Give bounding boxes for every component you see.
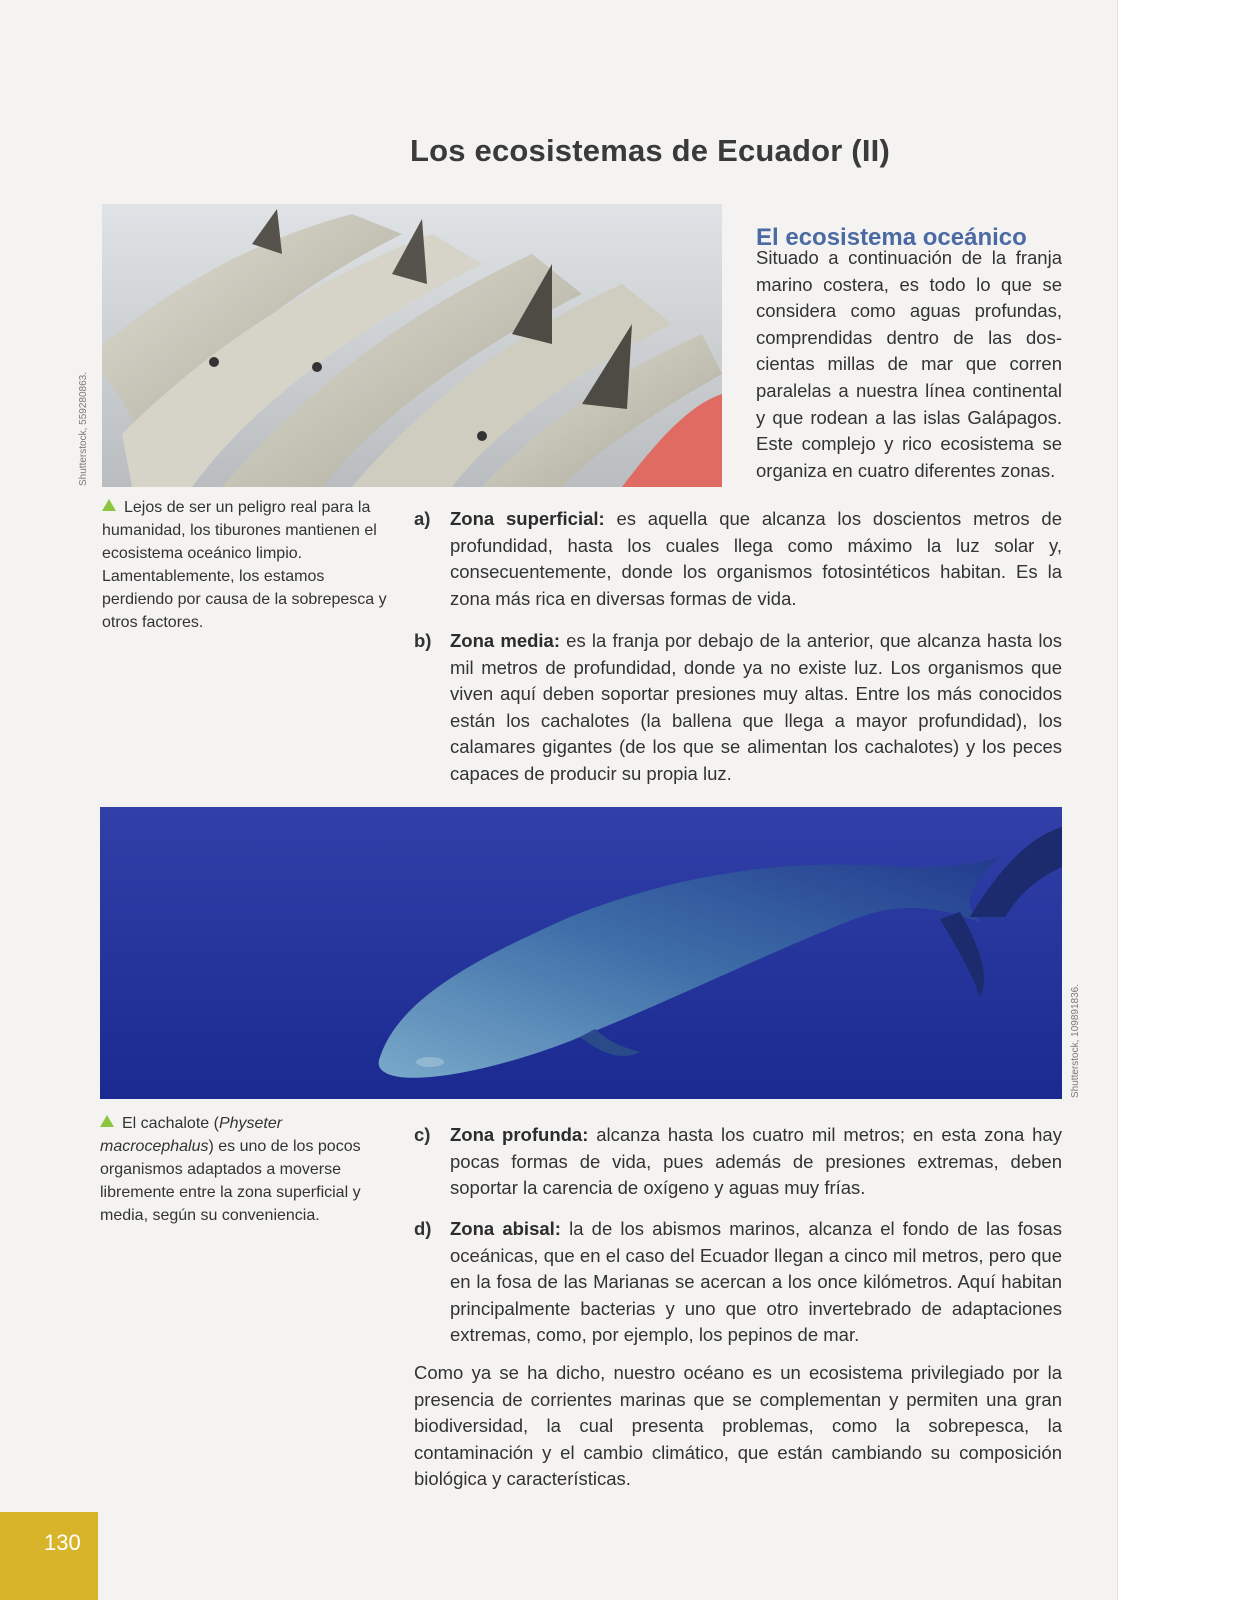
whale-species-name: Physeter macrocephalus [100,1115,283,1155]
zone-term: Zona superficial: [450,508,605,529]
zone-term: Zona media: [450,630,560,651]
zone-marker: b) [414,630,432,651]
zone-item-d [414,1216,1062,1349]
page-number: 130 [44,1530,81,1555]
zone-text: es aquella que alcanza los doscientos metros de profundidad, hasta los cuales llega como máximo la luz solar y, consecuentemente, donde los organismos fotosintéticos habitan. Es la zona más rica en diversas formas de vida. [450,508,1062,609]
zone-term: Zona profunda: [450,1124,589,1145]
sharks-photo-credit: Shutterstock, 559280863. [78,372,89,486]
page-title: Los ecosistemas de Ecuador (II) [410,132,890,168]
zone-item-b [414,628,1062,788]
closing-paragraph: Como ya se ha dicho, nuestro océano es un ecosistema privilegiado por la presencia de corrientes marinas que se complementan y permiten una gran biodiversidad, la cual presenta problemas, como la sobrepesca, la contaminación y el cambio climático, que están cambiando su composición biológica y características. [414,1362,1062,1490]
zone-marker: c) [414,1124,431,1145]
whale-caption-rest: ) es uno de los pocos organismos adaptados a moverse libremente entre la zona superficial y media, según su conveniencia. [100,1138,361,1224]
page-number-tab [0,1512,98,1600]
intro-paragraph: Situado a continuación de la franja marino costera, es todo lo que se considera como aguas profundas, comprendidas dentro de las doscientas millas de mar que corren paralelas a nuestra línea continental y que rodean a las islas Galápagos. Este complejo y rico ecosistema se organiza en cuatro diferentes zonas. [756,247,1062,481]
zone-text: es la franja por debajo de la anterior, que alcanza hasta los mil metros de profundidad, donde ya no existe luz. Los organismos que viven aquí deben soportar presiones muy altas. Entre los más conocidos están los cachalotes (la ballena que llega a mayor profundidad), los calamares gigantes (de los que se alimentan los cachalotes) y los peces capaces de producir su propia luz. [450,630,1062,784]
sharks-photo [102,204,722,487]
triangle-marker-icon [100,1115,114,1127]
whale-photo-credit: Shutterstock, 109891836. [1070,984,1081,1098]
zone-text: alcanza hasta los cuatro mil metros; en esta zona hay pocas formas de vida, pues además de presiones extremas, deben soportar la carencia de oxígeno y aguas muy frías. [450,1124,1062,1199]
triangle-marker-icon [102,499,116,511]
sharks-caption [102,496,392,634]
zone-marker: a) [414,508,431,529]
sperm-whale-photo [100,807,1062,1099]
section-heading: El ecosistema oceánico [756,223,1027,251]
zone-marker: d) [414,1218,432,1239]
zone-item-c [414,1122,1062,1202]
zone-term: Zona abisal: [450,1218,561,1239]
whale-caption [100,1112,390,1227]
zone-item-a [414,506,1062,612]
zone-text: la de los abismos marinos, alcanza el fondo de las fosas oceánicas, que en el caso del Ecuador llegan a cinco mil metros, pero que en la fosa de las Marianas se acercan a los once kilómetros. Aquí habitan principalmente bacterias y uno que otro invertebrado de adaptaciones extremas, como, por ejemplo, los pepinos de mar. [450,1218,1062,1346]
page-edge [1117,0,1236,1600]
sharks-caption-text: Lejos de ser un peligro real para la humanidad, los tiburones mantienen el ecosistema oceánico limpio. Lamentablemente, los estamos perdiendo por causa de la sobrepesca y otros factores. [102,499,387,631]
whale-caption-text: El cachalote ( [122,1115,219,1132]
